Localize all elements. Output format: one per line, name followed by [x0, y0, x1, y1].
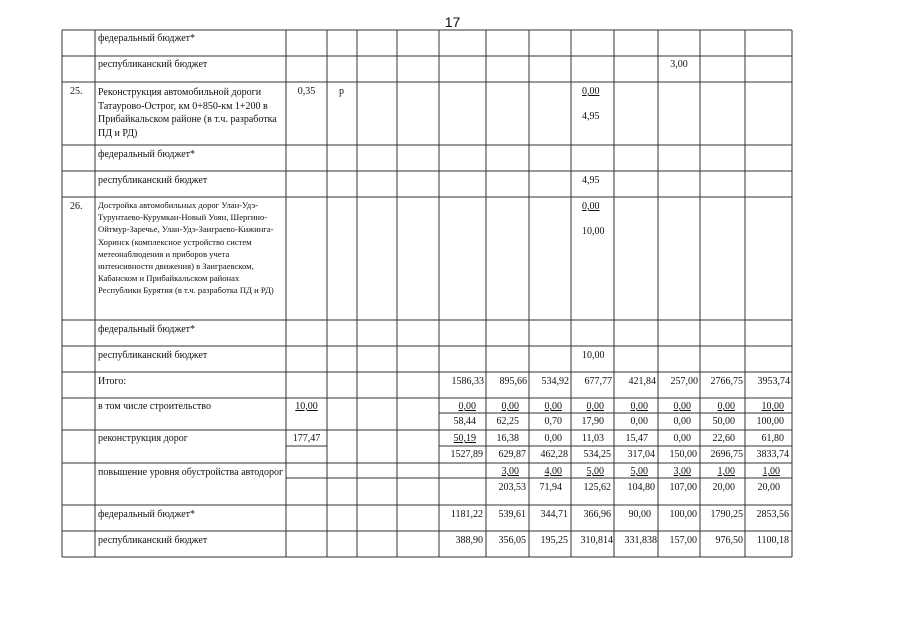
total-label: Итого: [98, 376, 127, 387]
construction-label: в том числе строительство [98, 401, 211, 412]
improvement-bottom-cell: 104,80 [627, 482, 655, 493]
row26-federal-label: федеральный бюджет* [98, 324, 196, 335]
construction-bottom-cell: 0,70 [544, 416, 562, 427]
construction-bottom-cell: 50,00 [712, 416, 735, 427]
federal-total-cell: 100,00 [669, 509, 697, 520]
row25-length: 0,35 [297, 86, 316, 97]
federal-total-cell: 366,96 [583, 509, 611, 520]
reconstruction-bottom-cell: 1527,89 [450, 449, 483, 460]
republican-total-cell: 976,50 [715, 535, 743, 546]
total-federal-label: федеральный бюджет* [98, 509, 196, 520]
federal-total-cell: 1790,25 [710, 509, 743, 520]
reconstruction-top-cell: 61,80 [761, 433, 784, 444]
republican-total-cell: 1100,18 [756, 535, 789, 546]
row26-name: Достройка автомобильных дорог Улан-Удэ-Турунтаево-Курумкан-Новый Уоян, Шергино-Ойтмур-Заречье, Улан-Удэ-Заиграево-Кижинга-Хоринск (комплексное устройство систем метеонаблюдения и приборов учета интенсивности движения) в Заиграевском, Кабанском и Прибайкальском районах Республики Бурятия (в т.ч. разработка ПД и РД) [98, 200, 274, 296]
construction-bottom-cell: 0,00 [630, 416, 648, 427]
top-republican-value: 3,00 [670, 59, 688, 70]
construction-top-cell: 0,00 [673, 401, 691, 412]
reconstruction-top-cell: 16,38 [496, 433, 519, 444]
total-cell: 2766,75 [710, 376, 743, 387]
federal-total-cell: 90,00 [628, 509, 651, 520]
construction-top-cell: 0,00 [544, 401, 562, 412]
construction-bottom-cell: 62,25 [496, 416, 519, 427]
reconstruction-bottom-cell: 3833,74 [756, 449, 789, 460]
republican-total-cell: 310,814 [580, 535, 613, 546]
construction-top-cell: 0,00 [630, 401, 648, 412]
row26-number: 26. [70, 201, 83, 212]
improvement-top-cell: 4,00 [544, 466, 562, 477]
improvement-bottom-cell: 107,00 [669, 482, 697, 493]
improvement-top-cell: 1,00 [717, 466, 735, 477]
republican-total-cell: 388,90 [455, 535, 483, 546]
improvement-label: повышение уровня обустройства автодорог [98, 467, 284, 478]
reconstruction-bottom-cell: 2696,75 [710, 449, 743, 460]
improvement-top-cell: 5,00 [630, 466, 648, 477]
construction-top-cell: 0,00 [717, 401, 735, 412]
total-cell: 257,00 [670, 376, 698, 387]
improvement-top-cell: 3,00 [501, 466, 519, 477]
reconstruction-bottom-cell: 629,87 [498, 449, 526, 460]
page-number: 17 [444, 14, 461, 30]
improvement-top-cell: 5,00 [586, 466, 604, 477]
federal-label-top: федеральный бюджет* [98, 33, 196, 44]
row25-republican-label: республиканский бюджет [98, 175, 208, 186]
construction-top-cell: 0,00 [586, 401, 604, 412]
improvement-bottom-cell: 125,62 [583, 482, 611, 493]
federal-total-cell: 344,71 [540, 509, 568, 520]
row26-republican-label: республиканский бюджет [98, 350, 208, 361]
total-cell: 895,66 [499, 376, 527, 387]
republican-total-cell: 356,05 [498, 535, 526, 546]
improvement-bottom-cell: 20,00 [757, 482, 780, 493]
row25-federal-label: федеральный бюджет* [98, 149, 196, 160]
construction-top-cell: 10,00 [761, 401, 784, 412]
reconstruction-top-cell: 50,19 [453, 433, 476, 444]
construction-bottom-cell: 58,44 [453, 416, 476, 427]
total-cell: 534,92 [541, 376, 569, 387]
reconstruction-top-cell: 15,47 [625, 433, 648, 444]
improvement-top-cell: 1,00 [762, 466, 780, 477]
construction-bottom-cell: 100,00 [756, 416, 784, 427]
row25-value-top: 0,00 [582, 86, 600, 97]
reconstruction-top-cell: 0,00 [673, 433, 691, 444]
republican-label-top: республиканский бюджет [98, 59, 208, 70]
improvement-bottom-cell: 71,94 [539, 482, 562, 493]
reconstruction-bottom-cell: 150,00 [669, 449, 697, 460]
total-republican-label: республиканский бюджет [98, 535, 208, 546]
construction-top-cell: 0,00 [458, 401, 476, 412]
republican-total-cell: 331,838 [624, 535, 657, 546]
total-cell: 3953,74 [757, 376, 790, 387]
construction-top-cell: 0,00 [501, 401, 519, 412]
construction-bottom-cell: 0,00 [673, 416, 691, 427]
row25-republican-value: 4,95 [582, 175, 600, 186]
construction-bottom-cell: 17,90 [581, 416, 604, 427]
row26-value-top: 0,00 [582, 201, 600, 212]
improvement-bottom-cell: 203,53 [498, 482, 526, 493]
improvement-bottom-cell: 20,00 [712, 482, 735, 493]
reconstruction-top-cell: 22,60 [712, 433, 735, 444]
improvement-top-cell: 3,00 [673, 466, 691, 477]
row25-name: Реконструкция автомобильной дороги Татаурово-Острог, км 0+850-км 1+200 в Прибайкальском районе (в т.ч. разработка ПД и РД) [98, 87, 277, 139]
total-cell: 421,84 [628, 376, 656, 387]
federal-total-cell: 539,61 [498, 509, 526, 520]
republican-total-cell: 157,00 [669, 535, 697, 546]
reconstruction-top-cell: 0,00 [544, 433, 562, 444]
row25-type: р [339, 86, 344, 97]
federal-total-cell: 1181,22 [450, 509, 483, 520]
federal-total-cell: 2853,56 [756, 509, 789, 520]
row26-value-bottom: 10,00 [582, 226, 605, 237]
reconstruction-bottom-cell: 317,04 [627, 449, 655, 460]
total-cell: 677,77 [584, 376, 612, 387]
reconstruction-bottom-cell: 534,25 [583, 449, 611, 460]
row25-value-bottom: 4,95 [582, 111, 600, 122]
total-cell: 1586,33 [451, 376, 484, 387]
construction-length: 10,00 [295, 401, 318, 412]
row26-republican-value: 10,00 [582, 350, 605, 361]
row25-number: 25. [70, 86, 83, 97]
reconstruction-bottom-cell: 462,28 [540, 449, 568, 460]
reconstruction-label: реконструкция дорог [98, 433, 188, 444]
reconstruction-length: 177,47 [292, 433, 321, 444]
republican-total-cell: 195,25 [540, 535, 568, 546]
reconstruction-top-cell: 11,03 [581, 433, 604, 444]
